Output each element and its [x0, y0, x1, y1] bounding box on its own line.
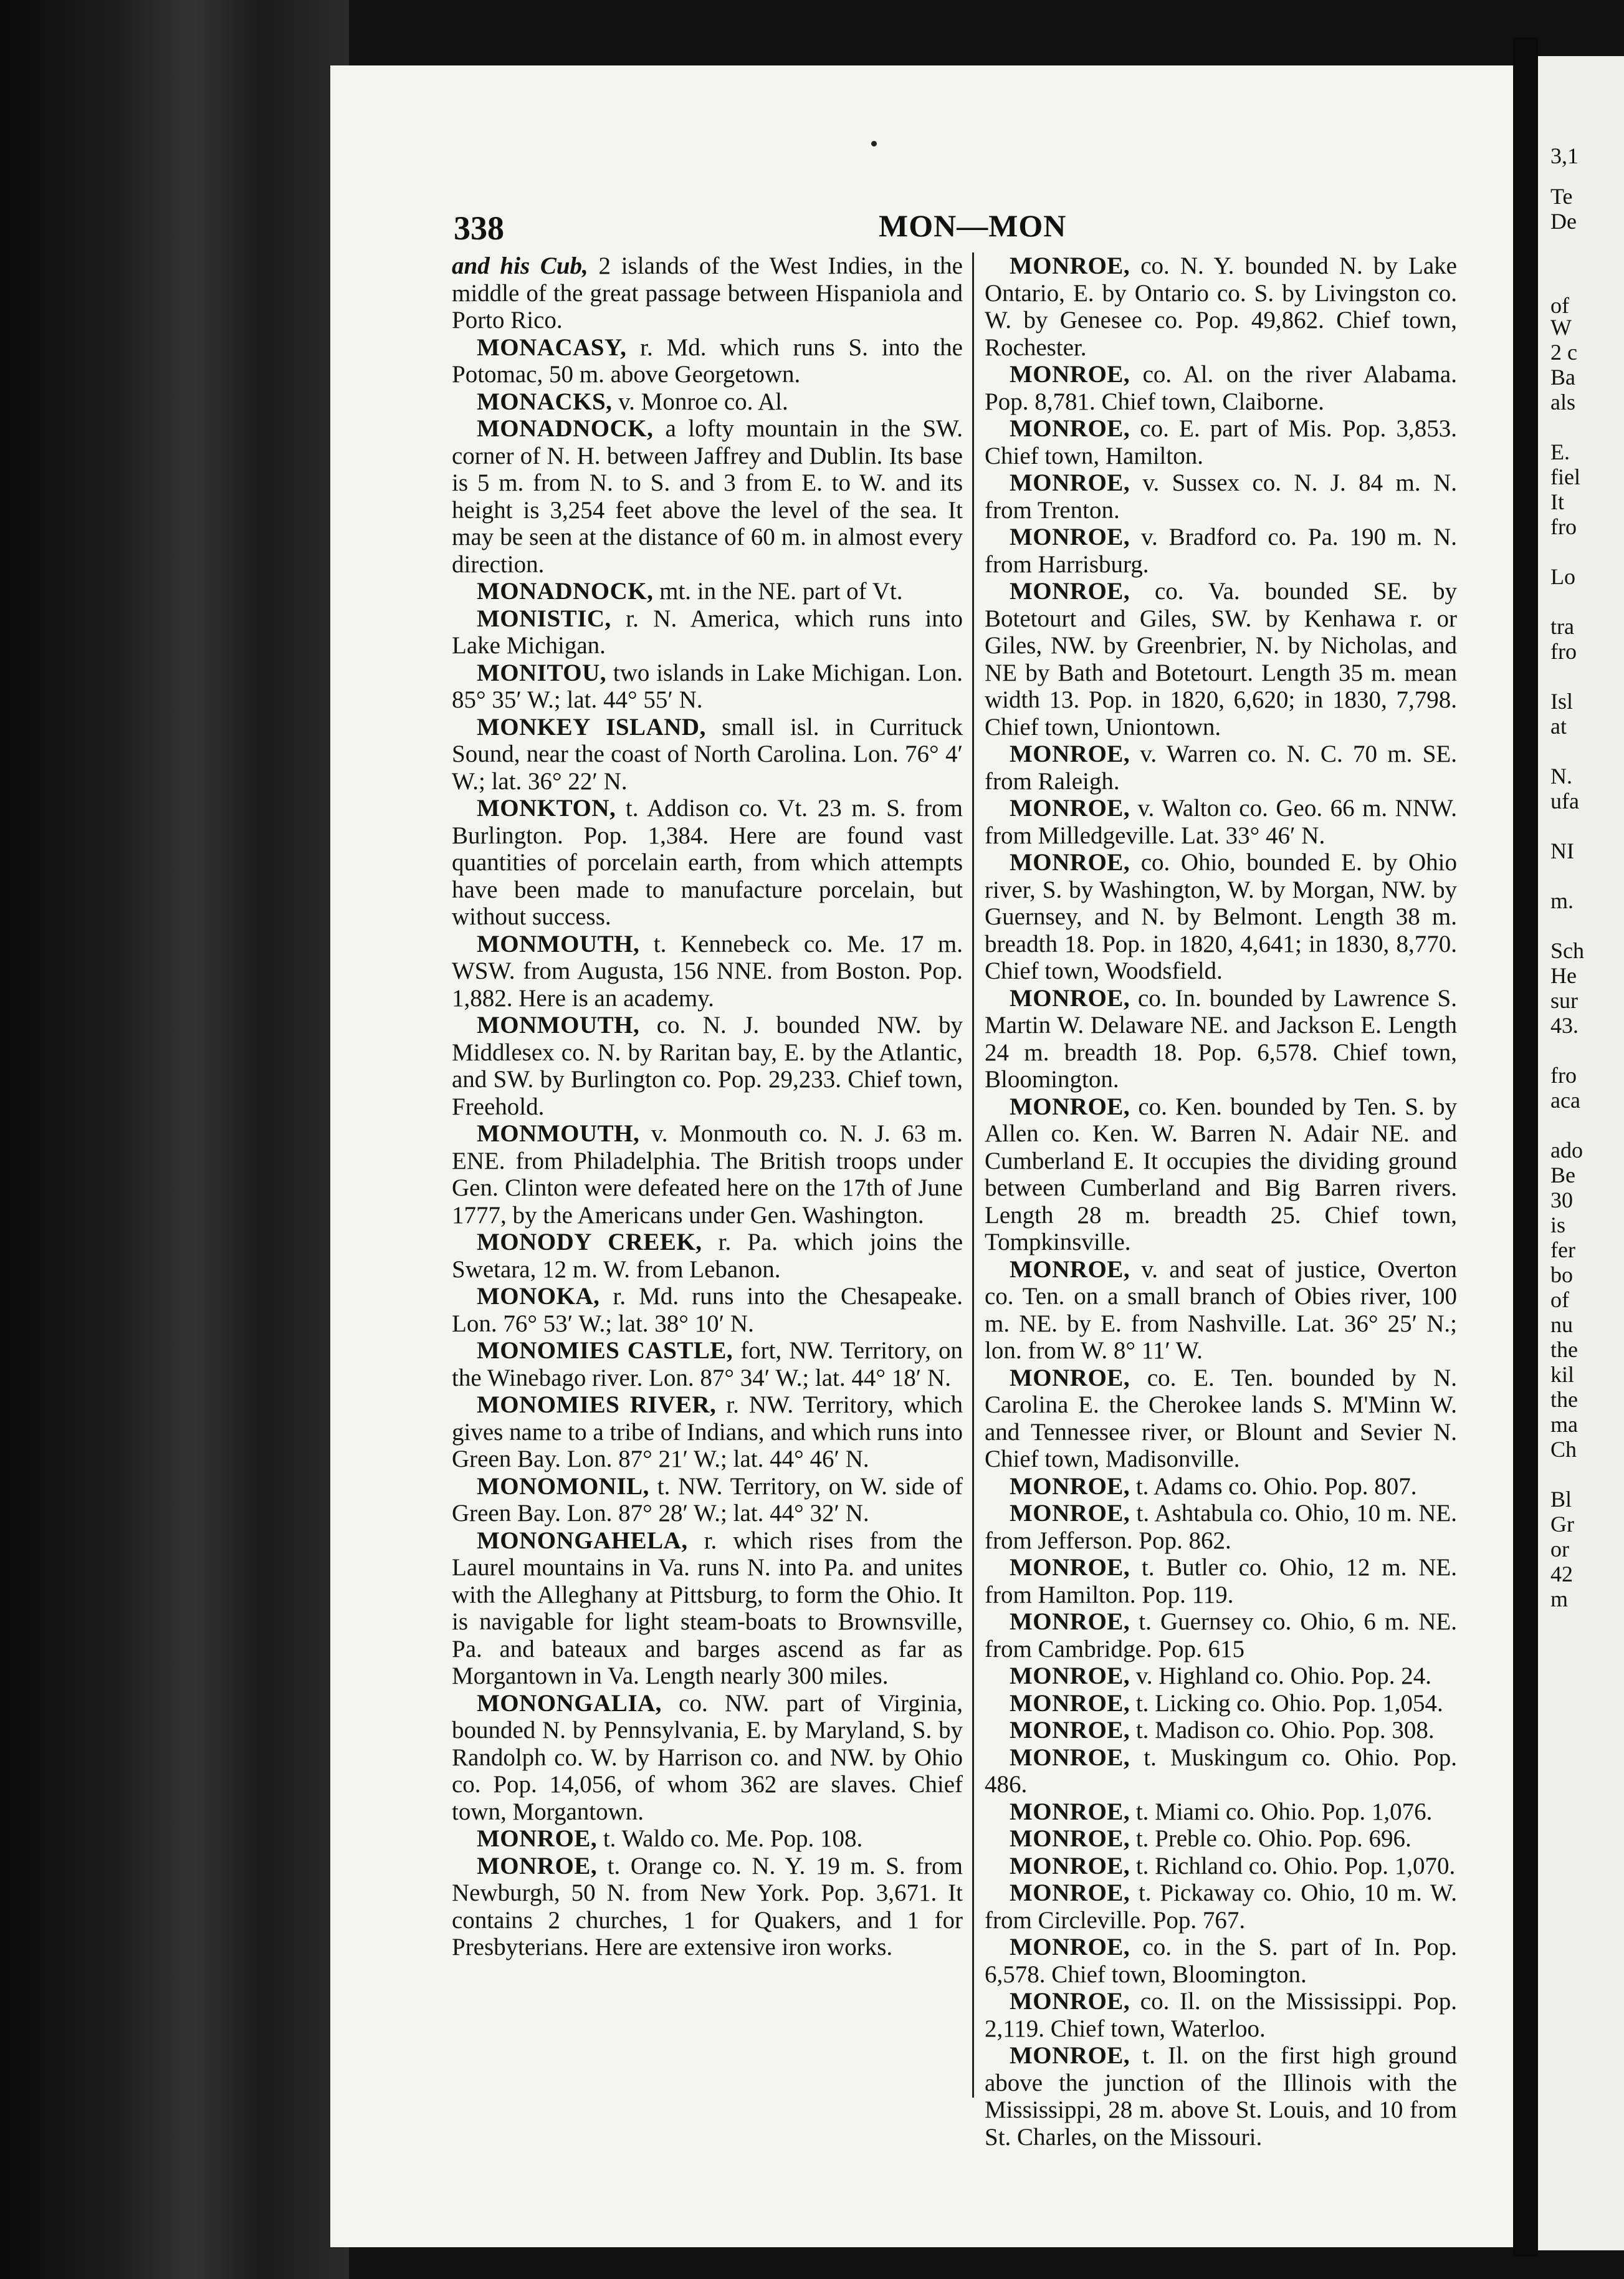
entry-headword: MONROE,: [1010, 1852, 1130, 1879]
entry-text: co. N. Y. bounded N. by Lake Ontario, E. by Ontario co. S. by Livingston co. W. by Genesee co. Pop. 49,862. Chief town, Rochester.: [985, 252, 1457, 361]
gazetteer-entry: [985, 1988, 1457, 2042]
entry-headword: MONROE,: [1010, 1500, 1130, 1527]
page-speck: [871, 141, 877, 146]
entry-headword: MONISTIC,: [477, 605, 611, 632]
entry-headword: MONROE,: [1010, 741, 1130, 767]
entry-text: t. NW. Territory, on W. side of Green Bay. Lon. 87° 28′ W.; lat. 44° 32′ N.: [452, 1472, 963, 1527]
gazetteer-entry: [985, 1853, 1457, 1880]
adjacent-page-text: Isl: [1550, 689, 1573, 714]
gazetteer-entry: [452, 1825, 963, 1853]
entry-text: r. Pa. which joins the Swetara, 12 m. W. from Lebanon.: [452, 1229, 963, 1283]
adjacent-page-text: NI: [1550, 838, 1574, 863]
column-rule: [972, 252, 974, 2098]
entry-text: t. Il. on the first high ground above the junction of the Illinois with the Mississippi, 28 m. above St. Louis, and 10 from St. Charles, on the Missouri.: [985, 2042, 1457, 2151]
entry-text: t. Preble co. Ohio. Pop. 696.: [1130, 1825, 1411, 1852]
entry-text: co. Va. bounded SE. by Botetourt and Giles, SW. by Kenhawa r. or Giles, NW. by Greenbrier, N. by Nicholas, and NE by Bath and Botetourt. Length 35 m. mean width 13. Pop. in 1820, 6,620; in 1830, 7,798. Chief town, Uniontown.: [985, 578, 1457, 741]
gazetteer-entry: [985, 849, 1457, 985]
adjacent-page-text: E.: [1550, 439, 1570, 464]
gazetteer-entry: [452, 1690, 963, 1826]
gazetteer-entry: [985, 1744, 1457, 1798]
entry-text: v. and seat of justice, Overton co. Ten. on a small branch of Obies river, 100 m. NE. by E. from Nashville. Lat. 36° 25′ N.; lon. from W. 8° 11′ W.: [985, 1255, 1457, 1364]
adjacent-page-text: fer: [1550, 1237, 1575, 1262]
gazetteer-entry: [985, 1690, 1457, 1717]
entry-text: small isl. in Currituck Sound, near the coast of North Carolina. Lon. 76° 4′ W.; lat. 36° 22′ N.: [452, 713, 963, 795]
entry-text: r. NW. Territory, which gives name to a tribe of Indians, and which runs into Green Bay. Lon. 87° 21′ W.; lat. 44° 46′ N.: [452, 1391, 963, 1472]
gazetteer-entry: [985, 741, 1457, 795]
entry-headword: MONMOUTH,: [477, 1012, 640, 1039]
book-spine-shadow: [0, 0, 349, 2279]
entry-headword: MONROE,: [1010, 1093, 1130, 1120]
gazetteer-entry: [985, 1093, 1457, 1256]
adjacent-page-text: aca: [1550, 1088, 1580, 1113]
entry-headword: MONROE,: [1010, 1825, 1130, 1852]
gazetteer-entry: [452, 1391, 963, 1473]
adjacent-page-text: fro: [1550, 639, 1577, 664]
entry-headword: MONKTON,: [477, 795, 616, 822]
gazetteer-entry: [985, 1934, 1457, 1988]
gazetteer-entry: [452, 334, 963, 388]
adjacent-page-text: It: [1550, 489, 1564, 514]
entry-headword: MONROE,: [1010, 415, 1130, 442]
adjacent-page-text: Lo: [1550, 564, 1575, 589]
adjacent-page-text: Gr: [1550, 1512, 1574, 1537]
entry-headword: MONROE,: [1010, 1364, 1130, 1391]
gazetteer-entry: [985, 524, 1457, 578]
adjacent-page-text: fiel: [1550, 464, 1580, 489]
entry-text: t. Addison co. Vt. 23 m. S. from Burlington. Pop. 1,384. Here are found vast quantities of porcelain earth, from which attempts have been made to manufacture porcelain, but without success.: [452, 795, 963, 930]
entry-headword: MONROE,: [1010, 1798, 1130, 1825]
adjacent-page-text: of: [1550, 1287, 1569, 1312]
adjacent-page-text: m.: [1550, 888, 1574, 913]
adjacent-page-text: als: [1550, 390, 1575, 415]
entry-headword: MONACKS,: [477, 388, 613, 415]
gazetteer-entry: [985, 1473, 1457, 1500]
adjacent-page-text: is: [1550, 1212, 1566, 1237]
gazetteer-entry: [452, 1853, 963, 1961]
entry-headword: MONROE,: [1010, 361, 1130, 388]
entry-text: t. Licking co. Ohio. Pop. 1,054.: [1130, 1689, 1443, 1717]
adjacent-page-fragment: [1538, 56, 1624, 2250]
entry-text: t. Muskingum co. Ohio. Pop. 486.: [985, 1744, 1457, 1798]
adjacent-page-text: 30: [1550, 1187, 1573, 1212]
adjacent-page-text: nu: [1550, 1312, 1573, 1337]
adjacent-page-text: He: [1550, 963, 1577, 988]
adjacent-page-text: the: [1550, 1337, 1578, 1362]
gazetteer-entry: [452, 1229, 963, 1283]
entry-headword: MONROE,: [1010, 795, 1130, 822]
gazetteer-entry: [985, 1608, 1457, 1662]
adjacent-page-text: Be: [1550, 1163, 1575, 1187]
adjacent-page-text: Ba: [1550, 365, 1575, 390]
gazetteer-entry: [985, 795, 1457, 849]
entry-text: 2 islands of the West Indies, in the middle of the great passage between Hispaniola and Porto Rico.: [452, 252, 963, 333]
adjacent-page-text: N.: [1550, 764, 1572, 789]
entry-headword: MONROE,: [1010, 1879, 1130, 1906]
entry-text: t. Butler co. Ohio, 12 m. NE. from Hamilton. Pop. 119.: [985, 1554, 1457, 1608]
entry-headword: MONROE,: [1010, 1988, 1130, 2015]
entry-headword: MONROE,: [1010, 1608, 1130, 1635]
adjacent-page-text: ma: [1550, 1412, 1578, 1437]
entry-text: r. N. America, which runs into Lake Michigan.: [452, 605, 963, 659]
adjacent-page-text: 3,1: [1550, 143, 1579, 168]
entry-text: t. Pickaway co. Ohio, 10 m. W. from Circleville. Pop. 767.: [985, 1879, 1457, 1934]
entry-headword: MONROE,: [1010, 1472, 1130, 1500]
gazetteer-entry: [452, 660, 963, 714]
adjacent-page-text: kil: [1550, 1362, 1575, 1387]
entry-text: t. Richland co. Ohio. Pop. 1,070.: [1130, 1852, 1456, 1879]
adjacent-page-text: sur: [1550, 988, 1578, 1013]
entry-headword: MONMOUTH,: [477, 930, 640, 957]
adjacent-page-text: fro: [1550, 514, 1577, 539]
gazetteer-entry: [985, 469, 1457, 524]
entry-text: co. Il. on the Mississippi. Pop. 2,119. Chief town, Waterloo.: [985, 1988, 1457, 2042]
gazetteer-entry: [985, 1798, 1457, 1826]
gazetteer-entry: [985, 2042, 1457, 2151]
entry-headword: MONROE,: [1010, 252, 1130, 279]
entry-headword: MONROE,: [1010, 2042, 1130, 2069]
adjacent-page-text: W: [1550, 315, 1572, 340]
adjacent-page-text: fro: [1550, 1063, 1577, 1088]
entry-text: co. In. bounded by Lawrence S. Martin W. Delaware NE. and Jackson E. Length 24 m. breadth 18. Pop. 6,578. Chief town, Bloomington.: [985, 984, 1457, 1093]
adjacent-page-text: 2 c: [1550, 340, 1577, 365]
gazetteer-entry: [985, 415, 1457, 469]
gazetteer-entry: [452, 252, 963, 334]
entry-headword: MONKEY ISLAND,: [477, 713, 706, 741]
gazetteer-entry: [452, 1337, 963, 1391]
gazetteer-entry: [452, 714, 963, 795]
gazetteer-entry: [985, 361, 1457, 415]
entry-text: v. Walton co. Geo. 66 m. NNW. from Milledgeville. Lat. 33° 46′ N.: [985, 795, 1457, 849]
gazetteer-entry: [985, 1365, 1457, 1473]
page-number: 338: [454, 209, 504, 247]
page-gutter-edge: [1513, 37, 1538, 2257]
entry-headword: MONROE,: [1010, 524, 1130, 550]
adjacent-page-text: 42: [1550, 1562, 1573, 1586]
adjacent-page-text: of: [1550, 293, 1569, 318]
gazetteer-entry: [452, 1120, 963, 1229]
gazetteer-entry: [452, 415, 963, 578]
adjacent-page-text: De: [1550, 209, 1577, 234]
entry-headword: MONOKA,: [477, 1283, 600, 1310]
entry-text: co. in the S. part of In. Pop. 6,578. Chief town, Bloomington.: [985, 1934, 1457, 1988]
gazetteer-entry: [985, 1662, 1457, 1690]
entry-text: v. Warren co. N. C. 70 m. SE. from Raleigh.: [985, 741, 1457, 795]
entry-text: two islands in Lake Michigan. Lon. 85° 35′ W.; lat. 44° 55′ N.: [452, 659, 963, 713]
adjacent-page-text: m: [1550, 1586, 1569, 1611]
entry-text: co. E. part of Mis. Pop. 3,853. Chief town, Hamilton.: [985, 415, 1457, 469]
entry-headword: MONOMIES CASTLE,: [477, 1337, 733, 1364]
entry-text: co. NW. part of Virginia, bounded N. by Pennsylvania, E. by Maryland, S. by Randolph co. W. by Harrison co. and NW. by Ohio co. Pop. 14,056, of whom 362 are slaves. Chief town, Morgantown.: [452, 1689, 963, 1825]
entry-headword: MONROE,: [1010, 469, 1130, 496]
entry-text: t. Kennebeck co. Me. 17 m. WSW. from Augusta, 156 NNE. from Boston. Pop. 1,882. Here is an academy.: [452, 930, 963, 1012]
entry-headword: MONONGALIA,: [477, 1689, 662, 1717]
entry-headword: MONROE,: [1010, 1689, 1130, 1717]
gazetteer-entry: [452, 795, 963, 931]
entry-italic-lead: and his Cub,: [452, 252, 588, 279]
entry-text: v. Sussex co. N. J. 84 m. N. from Trenton.: [985, 469, 1457, 524]
entry-text: co. Al. on the river Alabama. Pop. 8,781. Chief town, Claiborne.: [985, 361, 1457, 415]
entry-text: t. Waldo co. Me. Pop. 108.: [597, 1825, 863, 1852]
adjacent-page-text: Te: [1550, 184, 1573, 209]
adjacent-page-text: the: [1550, 1387, 1578, 1412]
entry-text: co. N. J. bounded NW. by Middlesex co. N. by Raritan bay, E. by the Atlantic, and SW. by Burlington co. Pop. 29,233. Chief town, Freehold.: [452, 1012, 963, 1120]
entry-headword: MONROE,: [477, 1825, 598, 1852]
entry-text: t. Guernsey co. Ohio, 6 m. NE. from Cambridge. Pop. 615: [985, 1608, 1457, 1662]
entry-headword: MONROE,: [1010, 984, 1130, 1012]
entry-text: t. Ashtabula co. Ohio, 10 m. NE. from Jefferson. Pop. 862.: [985, 1500, 1457, 1554]
entry-headword: MONROE,: [1010, 1744, 1130, 1771]
entry-text: v. Monroe co. Al.: [612, 388, 788, 415]
entry-text: t. Miami co. Ohio. Pop. 1,076.: [1130, 1798, 1433, 1825]
adjacent-page-text: Sch: [1550, 938, 1584, 963]
gazetteer-entry: [985, 578, 1457, 741]
entry-text: r. Md. runs into the Chesapeake. Lon. 76° 53′ W.; lat. 38° 10′ N.: [452, 1283, 963, 1337]
entry-text: t. Madison co. Ohio. Pop. 308.: [1130, 1717, 1435, 1744]
entry-headword: MONOMIES RIVER,: [477, 1391, 717, 1418]
gazetteer-entry: [985, 1825, 1457, 1853]
entry-text: t. Adams co. Ohio. Pop. 807.: [1130, 1472, 1417, 1500]
running-head: MON—MON: [879, 208, 1067, 243]
gazetteer-entry: [452, 1473, 963, 1527]
adjacent-page-text: Bl: [1550, 1487, 1572, 1512]
gazetteer-entry: [452, 578, 963, 605]
entry-headword: MONROE,: [477, 1852, 598, 1879]
gazetteer-entry: [452, 1527, 963, 1690]
adjacent-page-text: or: [1550, 1537, 1569, 1562]
gazetteer-entry: [452, 1012, 963, 1120]
entry-headword: MONROE,: [1010, 578, 1130, 605]
entry-headword: MONMOUTH,: [477, 1120, 640, 1147]
adjacent-page-text: bo: [1550, 1262, 1573, 1287]
entry-text: fort, NW. Territory, on the Winebago river. Lon. 87° 34′ W.; lat. 44° 18′ N.: [452, 1337, 963, 1391]
adjacent-page-text: at: [1550, 714, 1567, 739]
adjacent-page-text: tra: [1550, 614, 1574, 639]
entry-headword: MONOMONIL,: [477, 1472, 649, 1500]
gazetteer-entry: [985, 985, 1457, 1093]
entry-headword: MONADNOCK,: [477, 578, 654, 605]
gazetteer-entry: [452, 605, 963, 660]
entry-headword: MONITOU,: [477, 659, 607, 686]
entry-text: r. Md. which runs S. into the Potomac, 50 m. above Georgetown.: [452, 333, 963, 388]
entry-headword: MONROE,: [1010, 849, 1130, 876]
entry-text: co. Ohio, bounded E. by Ohio river, S. by Washington, W. by Morgan, NW. by Guernsey, and N. by Belmont. Length 38 m. breadth 18. Pop. in 1820, 4,641; in 1830, 8,770. Chief town, Woodsfield.: [985, 849, 1457, 984]
entry-headword: MONROE,: [1010, 1554, 1130, 1581]
adjacent-page-text: ufa: [1550, 789, 1579, 813]
entry-headword: MONROE,: [1010, 1255, 1130, 1283]
entry-headword: MONROE,: [1010, 1717, 1130, 1744]
entry-headword: MONROE,: [1010, 1934, 1130, 1960]
left-column: [452, 252, 963, 1961]
right-column: [985, 252, 1457, 2151]
adjacent-page-text: Ch: [1550, 1437, 1577, 1462]
gazetteer-entry: [452, 1283, 963, 1337]
entry-headword: MONONGAHELA,: [477, 1527, 688, 1554]
gazetteer-entry: [985, 1879, 1457, 1934]
entry-text: co. E. Ten. bounded by N. Carolina E. the Cherokee lands S. M'Minn W. and Tennessee river, or Blount and Sevier N. Chief town, Madisonville.: [985, 1364, 1457, 1472]
gazetteer-entry: [985, 1256, 1457, 1365]
adjacent-page-text: 43.: [1550, 1013, 1579, 1038]
entry-text: v. Bradford co. Pa. 190 m. N. from Harrisburg.: [985, 524, 1457, 578]
gazetteer-entry: [985, 252, 1457, 361]
entry-headword: MONODY CREEK,: [477, 1229, 702, 1255]
entry-text: v. Monmouth co. N. J. 63 m. ENE. from Philadelphia. The British troops under Gen. Clinton were defeated here on the 17th of June 1777, by the Americans under Gen. Washington.: [452, 1120, 963, 1229]
entry-text: v. Highland co. Ohio. Pop. 24.: [1130, 1662, 1431, 1689]
entry-text: mt. in the NE. part of Vt.: [653, 578, 903, 605]
adjacent-page-text: ado: [1550, 1138, 1583, 1163]
gazetteer-entry: [985, 1717, 1457, 1744]
entry-text: r. which rises from the Laurel mountains in Va. runs N. into Pa. and unites with the Alleghany at Pittsburg, to form the Ohio. It is navigable for light steam-boats to Brownsville, Pa. and bateaux and barges ascend as far as Morgantown in Va. Length nearly 300 miles.: [452, 1527, 963, 1689]
gazetteer-entry: [985, 1554, 1457, 1608]
entry-text: co. Ken. bounded by Ten. S. by Allen co. Ken. W. Barren N. Adair NE. and Cumberland E. It occupies the dividing ground between Cumberland and Big Barren rivers. Length 28 m. breadth 25. Chief town, Tompkinsville.: [985, 1093, 1457, 1255]
entry-text: t. Orange co. N. Y. 19 m. S. from Newburgh, 50 N. from New York. Pop. 3,671. It contains 2 churches, 1 for Quakers, and 1 for Presbyterians. Here are extensive iron works.: [452, 1852, 963, 1960]
entry-text: a lofty mountain in the SW. corner of N. H. between Jaffrey and Dublin. Its base is 5 m. from N. to S. and 3 from E. to W. and its height is 3,254 feet above the level of the sea. It may be seen at the distance of 60 m. in almost every direction.: [452, 415, 963, 578]
gazetteer-entry: [452, 388, 963, 416]
entry-headword: MONACASY,: [477, 333, 627, 361]
entry-headword: MONROE,: [1010, 1662, 1130, 1689]
gazetteer-entry: [985, 1500, 1457, 1554]
entry-headword: MONADNOCK,: [477, 415, 654, 442]
gazetteer-entry: [452, 931, 963, 1012]
